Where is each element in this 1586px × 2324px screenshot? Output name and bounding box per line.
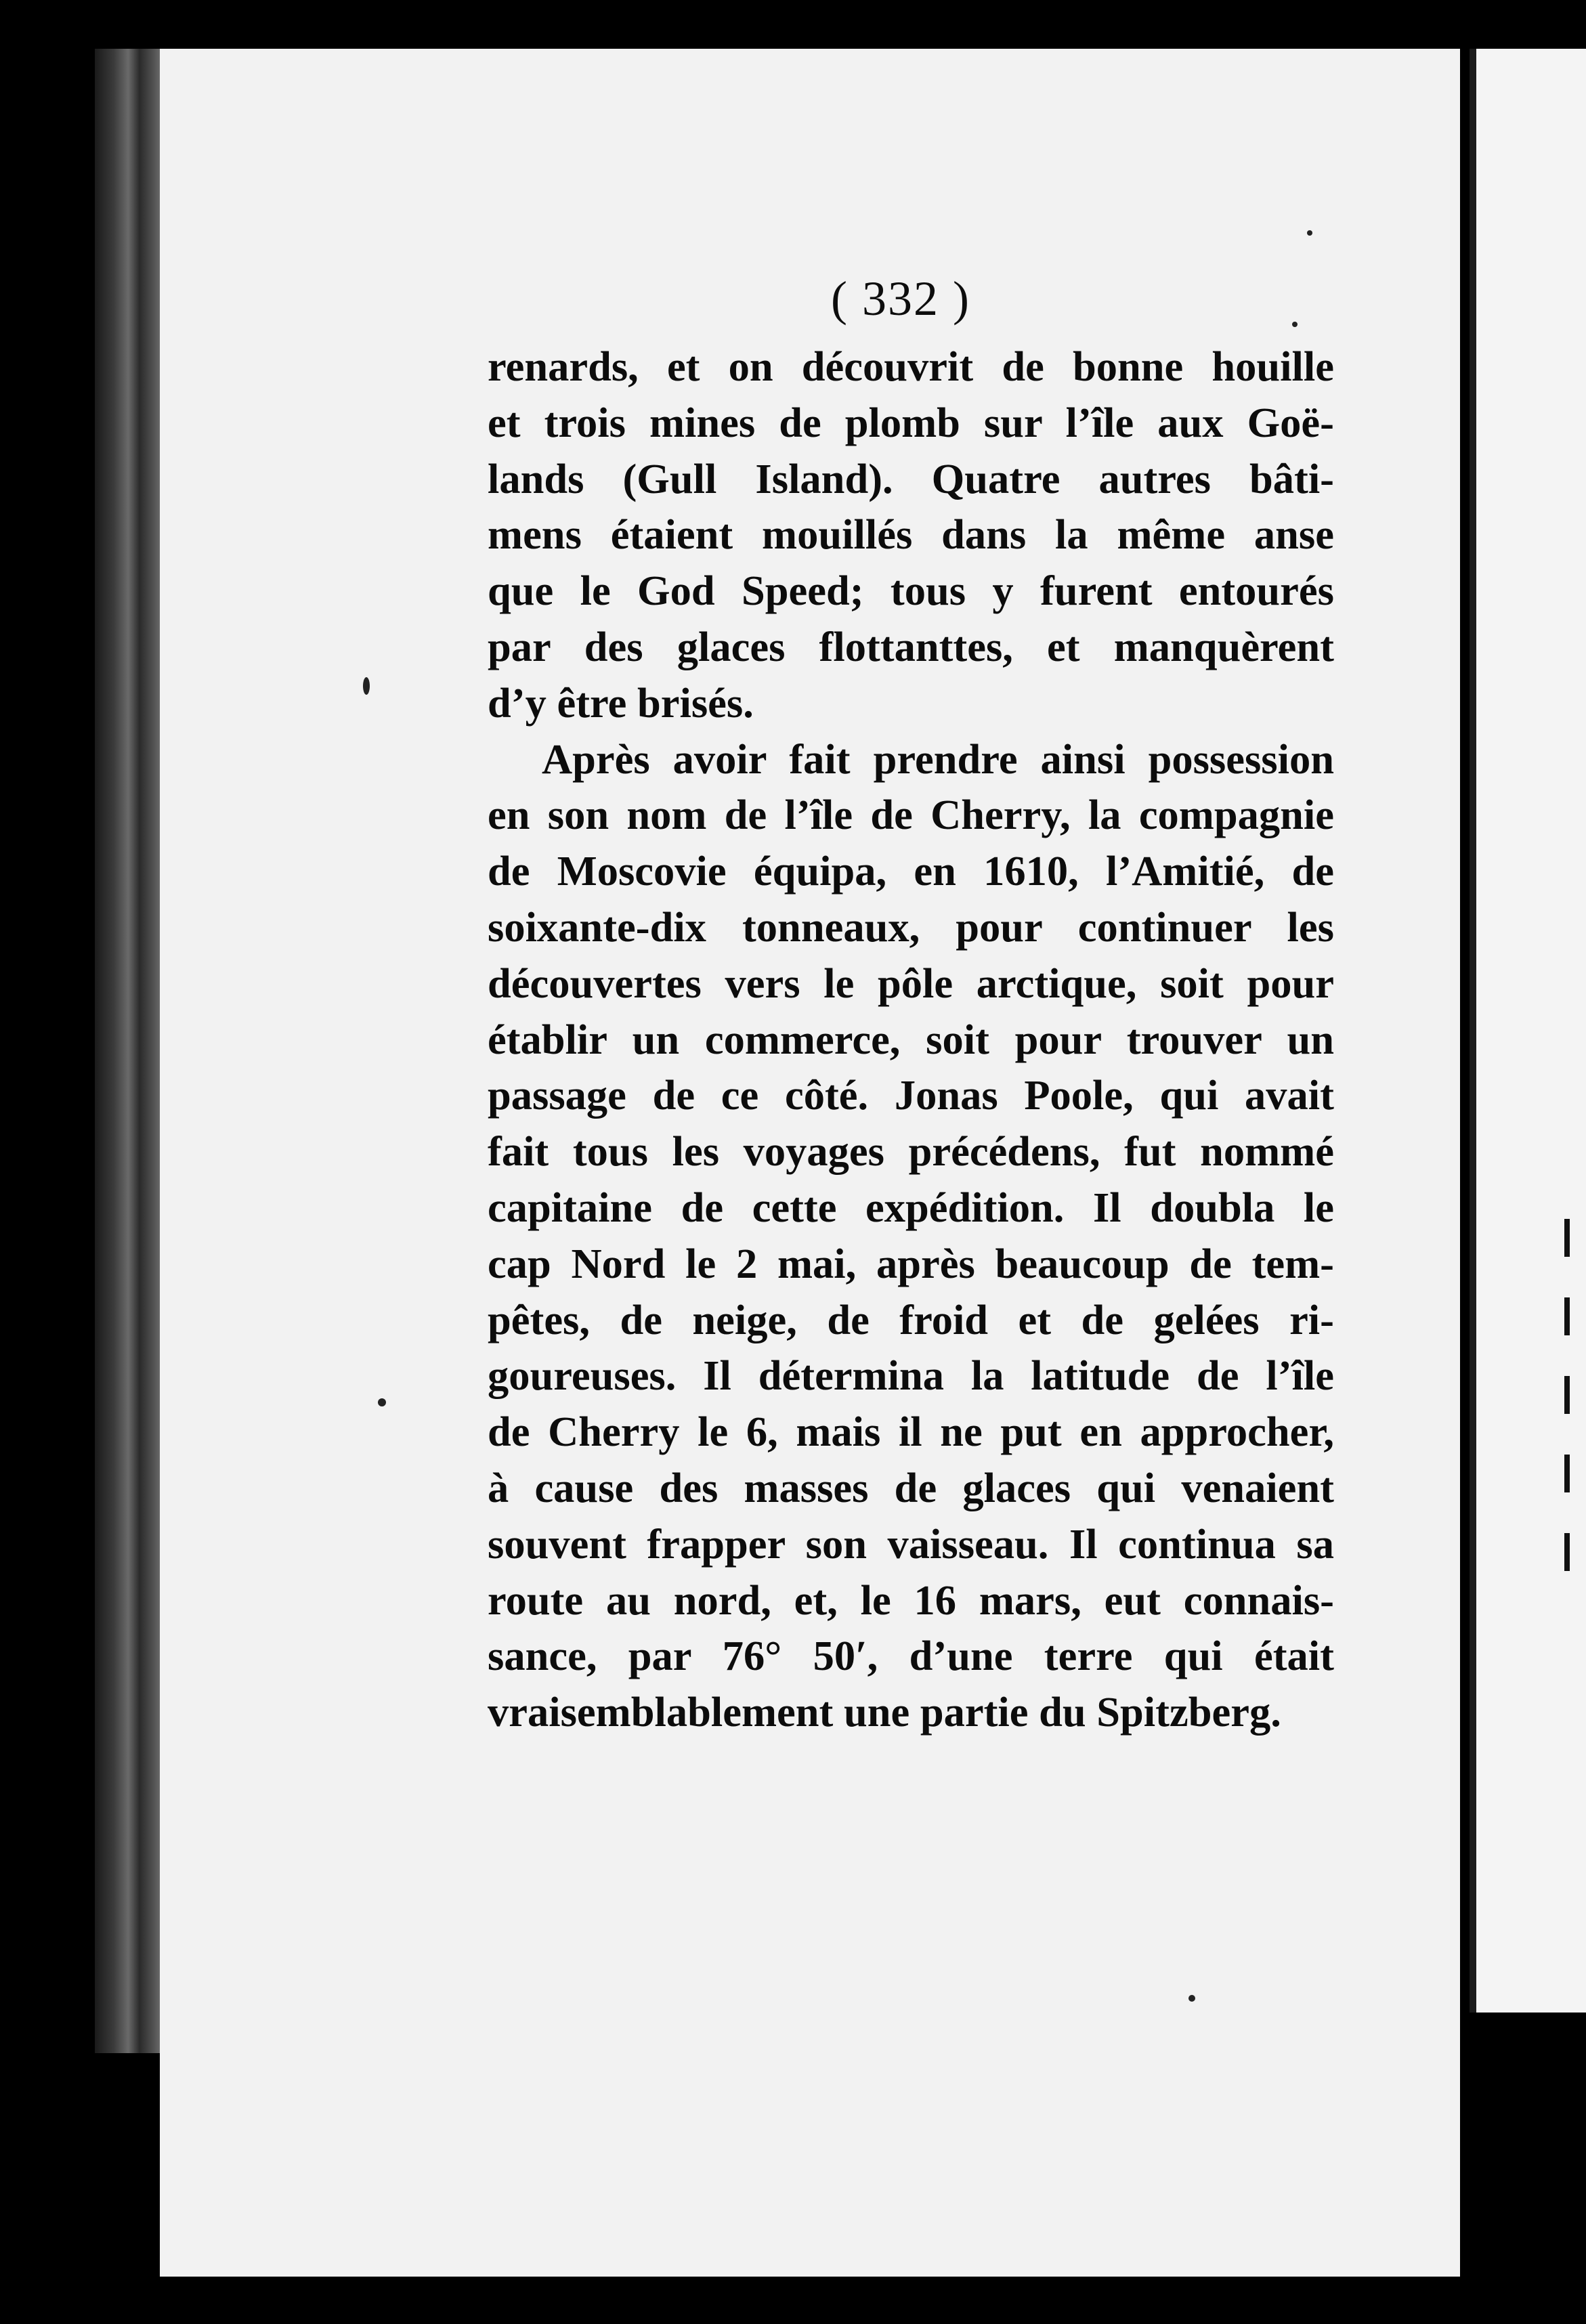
page-number: ( 332 ) — [831, 272, 970, 326]
text-line: goureuses. Il détermina la latitude de l’île — [488, 1352, 1334, 1400]
facing-page-marks — [1564, 1219, 1578, 1693]
text-line: de Moscovie équipa, en 1610, l’Amitié, de — [488, 847, 1334, 895]
text-line: de Cherry le 6, mais il ne put en approcher, — [488, 1408, 1334, 1456]
text-line: fait tous les voyages précédens, fut nommé — [488, 1127, 1334, 1176]
ink-speck — [1292, 322, 1298, 327]
text-line: que le God Speed; tous y furent entourés — [488, 567, 1334, 615]
text-line: souvent frapper son vaisseau. Il continua sa — [488, 1520, 1334, 1568]
text-line: établir un commerce, soit pour trouver un — [488, 1015, 1334, 1063]
text-line: route au nord, et, le 16 mars, eut connais- — [488, 1576, 1334, 1624]
paragraph — [488, 731, 1334, 1740]
text-line: d’y être brisés. — [488, 679, 754, 727]
text-line: sance, par 76° 50′, d’une terre qui était — [488, 1632, 1334, 1680]
text-line: pêtes, de neige, de froid et de gelées ri- — [488, 1295, 1334, 1343]
facing-page-edge — [1470, 49, 1586, 2013]
ink-speck — [1307, 230, 1312, 236]
text-line: en son nom de l’île de Cherry, la compagnie — [488, 791, 1334, 839]
body-text — [488, 339, 1334, 1740]
text-line: à cause des masses de glaces qui venaient — [488, 1463, 1334, 1511]
paragraph — [488, 339, 1334, 731]
text-line: vraisemblablement une partie du Spitzberg. — [488, 1688, 1281, 1736]
text-line: passage de ce côté. Jonas Poole, qui avait — [488, 1071, 1334, 1119]
text-line: et trois mines de plomb sur l’île aux Goë- — [488, 398, 1334, 446]
ink-speck — [378, 1398, 386, 1406]
text-line: soixante-dix tonneaux, pour continuer les — [488, 903, 1334, 951]
text-line: par des glaces flottanttes, et manquèrent — [488, 622, 1334, 670]
text-line: Après avoir fait prendre ainsi possession — [542, 735, 1334, 783]
ink-speck — [1188, 1995, 1195, 2002]
ink-speck — [363, 677, 370, 695]
text-line: lands (Gull Island). Quatre autres bâti- — [488, 454, 1334, 502]
text-line: capitaine de cette expédition. Il doubla le — [488, 1183, 1334, 1231]
page-edges — [95, 49, 169, 2053]
text-line: renards, et on découvrit de bonne houille — [488, 343, 1334, 390]
text-line: cap Nord le 2 mai, après beaucoup de tem- — [488, 1239, 1334, 1287]
text-line: mens étaient mouillés dans la même anse — [488, 511, 1334, 559]
text-line: découvertes vers le pôle arctique, soit pour — [488, 959, 1334, 1007]
